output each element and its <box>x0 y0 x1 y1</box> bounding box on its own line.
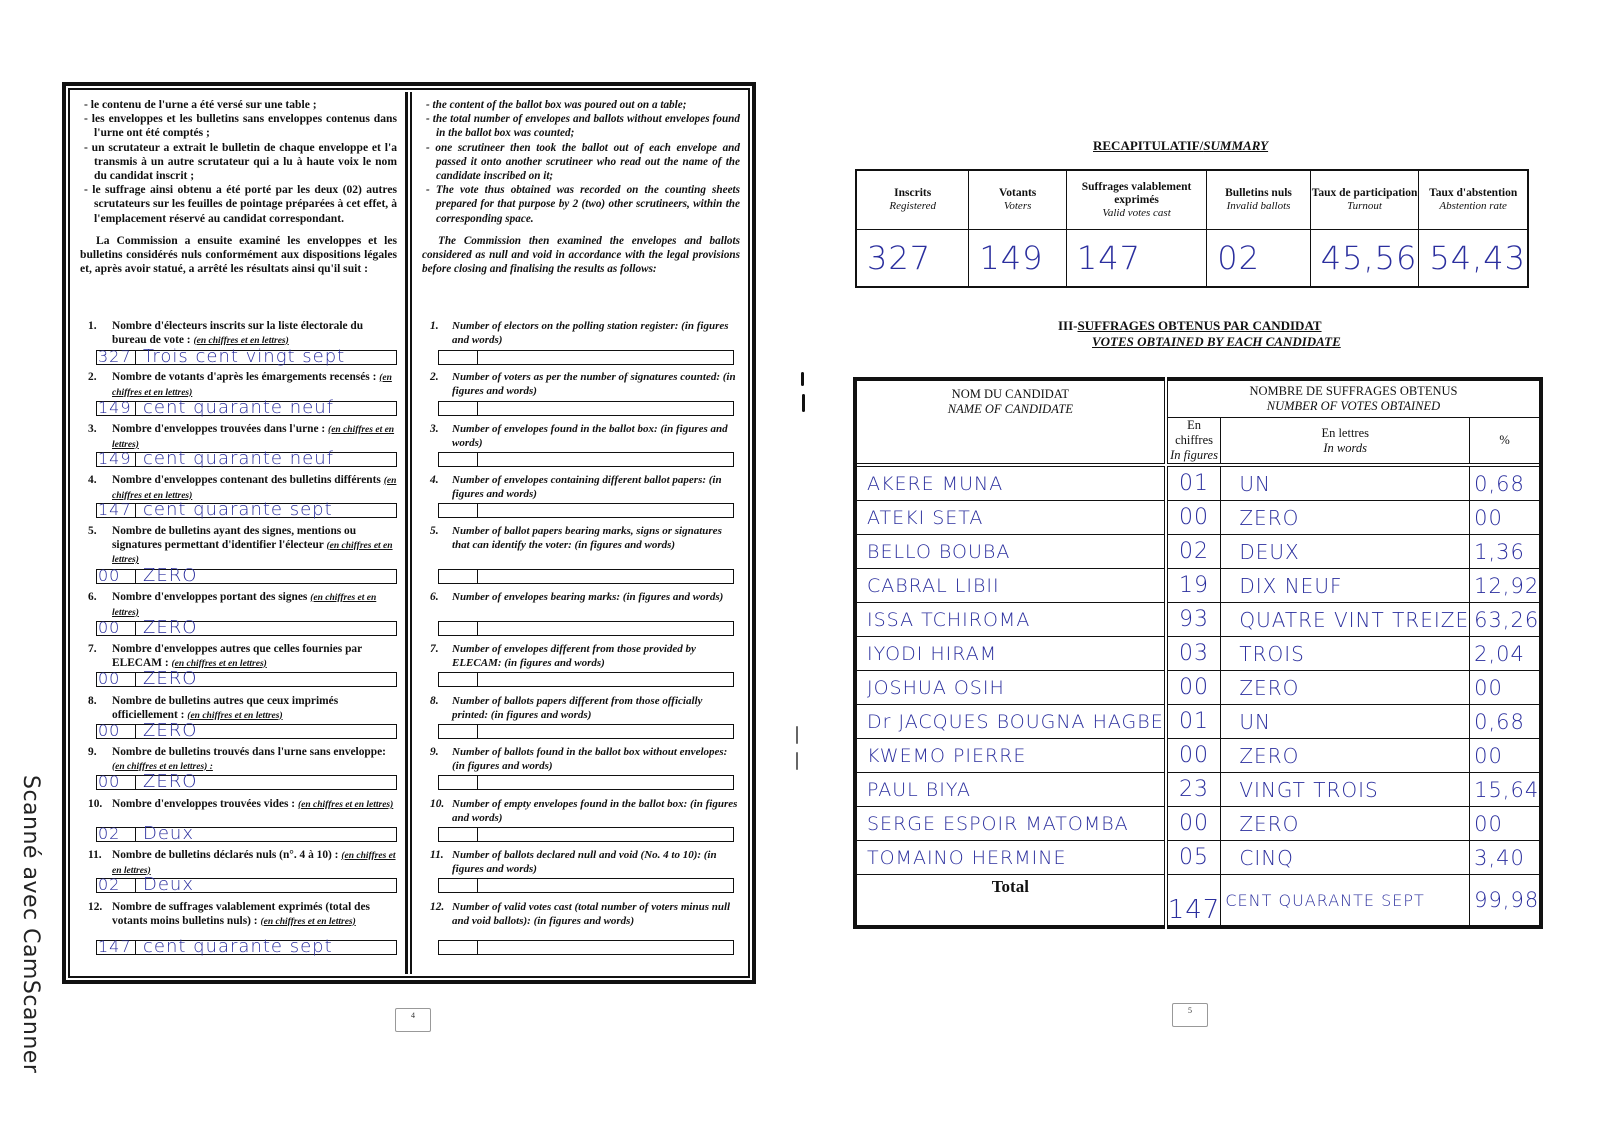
empty-answer-field <box>438 878 734 893</box>
candidate-row <box>855 773 1541 807</box>
empty-answer-field <box>438 401 734 416</box>
page-number-right: 5 <box>1172 1003 1208 1027</box>
french-bullet: - le suffrage ainsi obtenu a été porté par les deux (02) autres scrutateurs sur les feuilles de pointage préparées à cet effet, à l'emplacement réservé au candidat correspondant. <box>84 183 397 225</box>
total-words: CENT QUARANTE SEPT <box>1221 875 1470 928</box>
candidate-percent: 3,40 <box>1470 841 1542 875</box>
votes-title-fr: SUFFRAGES OBTENUS PAR CANDIDAT <box>1077 318 1322 333</box>
candidate-name: KWEMO PIERRE <box>855 739 1166 773</box>
french-item <box>72 320 405 348</box>
item-label: Nombre d'enveloppes portant des signes (en chiffres et en lettres) <box>112 591 377 618</box>
candidate-name: TOMAINO HERMINE <box>855 841 1166 875</box>
english-item <box>412 746 748 773</box>
candidate-votes-figure: 02 <box>1166 535 1221 569</box>
item-label: Nombre d'enveloppes trouvées dans l'urne : (en chiffres et en lettres) <box>112 423 395 450</box>
french-bullet: - le contenu de l'urne a été versé sur une table ; <box>84 98 317 111</box>
candidate-percent: 15,64 <box>1470 773 1542 807</box>
invalid-ballots-value: 02 <box>1207 230 1311 288</box>
candidate-votes-words: UN <box>1221 705 1470 739</box>
item-label: Number of valid votes cast (total number of voters minus null and void ballots): (in figures and words) <box>452 901 731 927</box>
answer-figure: 00 <box>98 772 121 791</box>
summary-header-row <box>856 170 1528 230</box>
item-label: Nombre d'enveloppes trouvées vides : (en chiffres et en lettres) <box>112 798 394 810</box>
empty-answer-field <box>438 672 734 687</box>
candidate-percent: 12,92 <box>1470 569 1542 603</box>
english-bullet: - The vote thus obtained was recorded on the counting sheets prepared for that purpose by 2 (two) other scrutineers, within the corresponding space. <box>426 184 740 225</box>
candidate-votes-figure: 03 <box>1166 637 1221 671</box>
french-bullet: - un scrutateur a extrait le bulletin de chaque enveloppe et l'a transmis à un autre scrutateur qui a lu à haute voix le nom du candidat inscrit ; <box>84 140 397 183</box>
candidate-row <box>855 637 1541 671</box>
answer-figure: 00 <box>98 618 121 637</box>
english-intro <box>422 98 740 276</box>
english-paragraph: The Commission then examined the envelopes and ballots considered as null and void in accordance with the legal provisions before closing and finalising the results as follows: <box>422 234 740 276</box>
candidate-name: IYODI HIRAM <box>855 637 1166 671</box>
empty-answer-field <box>438 503 734 518</box>
empty-answer-field <box>438 452 734 467</box>
candidate-votes-words: UN <box>1221 467 1470 501</box>
english-item <box>412 320 748 347</box>
item-label: Nombre d'enveloppes autres que celles fournies par ELECAM : (en chiffres et en lettres) <box>112 643 362 669</box>
french-item <box>72 849 405 878</box>
candidate-row <box>855 603 1541 637</box>
summary-header-cell: Bulletins nuls Invalid ballots <box>1207 170 1311 230</box>
summary-title <box>1093 138 1268 154</box>
candidate-row <box>855 841 1541 875</box>
answer-field <box>96 936 397 957</box>
item-number: 11. <box>88 849 102 861</box>
answer-field <box>96 565 397 586</box>
item-label: Number of voters as per the number of signatures counted: (in figures and words) <box>452 371 736 397</box>
english-item <box>412 798 748 825</box>
english-item <box>412 371 748 398</box>
french-bullet: - les enveloppes et les bulletins sans enveloppes contenus dans l'urne ont été comptés ; <box>84 112 397 140</box>
votes-section-title <box>1058 318 1341 350</box>
french-item <box>72 798 405 813</box>
votes-header-row <box>855 379 1541 418</box>
votes-title-en: VOTES OBTAINED BY EACH CANDIDATE <box>1092 334 1341 349</box>
item-label: Nombre de bulletins autres que ceux imprimés officiellement : (en chiffres et en lettres) <box>112 695 339 721</box>
answer-field <box>96 617 397 638</box>
voters-value: 149 <box>969 230 1066 288</box>
candidate-name: ISSA TCHIROMA <box>855 603 1166 637</box>
candidate-percent: 63,26 <box>1470 603 1542 637</box>
empty-answer-field <box>438 827 734 842</box>
candidate-row <box>855 739 1541 773</box>
candidate-votes-words: TROIS <box>1221 637 1470 671</box>
summary-header-cell: Taux de participation Turnout <box>1310 170 1419 230</box>
candidate-votes-words: DIX NEUF <box>1221 569 1470 603</box>
candidate-percent: 00 <box>1470 501 1542 535</box>
english-item <box>412 901 748 928</box>
scan-mark <box>801 372 804 386</box>
answer-figure: 00 <box>98 566 121 585</box>
item-number: 10. <box>430 798 445 810</box>
total-percent: 99,98 <box>1470 875 1542 928</box>
french-item <box>72 525 405 568</box>
candidate-name: PAUL BIYA <box>855 773 1166 807</box>
valid-votes-value: 147 <box>1066 230 1206 288</box>
english-item <box>412 643 748 670</box>
candidate-percent: 2,04 <box>1470 637 1542 671</box>
answer-field <box>96 720 397 741</box>
answer-figure: 149 <box>98 398 132 417</box>
candidate-name-header: NOM DU CANDIDAT NAME OF CANDIDATE <box>855 379 1166 464</box>
candidate-name: AKERE MUNA <box>855 467 1166 501</box>
english-bullet: - one scrutineer then took the ballot out of each envelope and passed it onto another scrutineer who read out the name of the candidate inscribed on it; <box>426 141 740 183</box>
candidate-votes-figure: 00 <box>1166 807 1221 841</box>
item-number: 9. <box>430 746 439 758</box>
candidate-row <box>855 569 1541 603</box>
item-label: Number of electors on the polling station register: (in figures and words) <box>452 320 729 346</box>
item-number: 4. <box>430 474 439 486</box>
candidate-row <box>855 501 1541 535</box>
english-item <box>412 849 748 876</box>
item-number: 5. <box>88 525 97 537</box>
item-label: Nombre de suffrages valablement exprimés (total des votants moins bulletins nuls) : (en chiffres et en lettres) <box>112 901 370 927</box>
candidate-name: BELLO BOUBA <box>855 535 1166 569</box>
candidate-votes-table <box>853 377 1543 929</box>
answer-words: cent quarante sept <box>143 936 333 957</box>
scan-mark <box>802 394 805 412</box>
empty-answer-field <box>438 940 734 955</box>
candidate-votes-figure: 23 <box>1166 773 1221 807</box>
answer-words: cent quarante neuf <box>143 397 334 418</box>
candidate-votes-words: CINQ <box>1221 841 1470 875</box>
turnout-value: 45,56 <box>1310 230 1419 288</box>
item-number: 1. <box>88 320 97 332</box>
candidate-name: ATEKI SETA <box>855 501 1166 535</box>
answer-figure: 147 <box>98 500 132 519</box>
item-label: Number of envelopes found in the ballot box: (in figures and words) <box>452 423 728 449</box>
candidate-votes-words: ZERO <box>1221 501 1470 535</box>
empty-answer-field <box>438 350 734 365</box>
candidate-votes-figure: 00 <box>1166 501 1221 535</box>
item-number: 6. <box>88 591 97 603</box>
answer-words: cent quarante neuf <box>143 448 334 469</box>
empty-answer-field <box>438 621 734 636</box>
answer-field <box>96 397 397 418</box>
answer-words: Deux <box>143 823 194 844</box>
abstention-value: 54,43 <box>1419 230 1528 288</box>
summary-header-cell: Suffrages valablement exprimés Valid votes cast <box>1066 170 1206 230</box>
french-item <box>72 591 405 620</box>
answer-field <box>96 823 397 844</box>
total-label: Total <box>855 875 1166 928</box>
item-number: 1. <box>430 320 439 332</box>
votes-obtained-header: NOMBRE DE SUFFRAGES OBTENUS NUMBER OF VOTES OBTAINED <box>1166 379 1541 418</box>
answer-words: ZERO <box>143 617 198 638</box>
item-label: Number of empty envelopes found in the ballot box: (in figures and words) <box>452 798 738 824</box>
item-label: Number of ballots papers different from those officially printed: (in figures and words) <box>452 695 703 721</box>
candidate-name: JOSHUA OSIH <box>855 671 1166 705</box>
registered-value: 327 <box>856 230 969 288</box>
section-number: III- <box>1058 318 1078 333</box>
item-number: 5. <box>430 525 439 537</box>
candidate-row <box>855 467 1541 501</box>
summary-title-fr: RECAPITULATIF/ <box>1093 138 1204 153</box>
item-number: 2. <box>430 371 439 383</box>
answer-words: ZERO <box>143 565 198 586</box>
answer-field <box>96 874 397 895</box>
empty-answer-field <box>438 569 734 584</box>
candidate-name: CABRAL LIBII <box>855 569 1166 603</box>
item-label: Nombre d'enveloppes contenant des bulletins différents (en chiffres et en lettres) <box>112 474 397 501</box>
item-number: 12. <box>88 901 103 913</box>
candidate-votes-words: VINGT TROIS <box>1221 773 1470 807</box>
item-number: 3. <box>88 423 97 435</box>
item-label: Nombre de votants d'après les émargements recensés : (en chiffres et en lettres) <box>112 371 392 398</box>
candidate-percent: 00 <box>1470 807 1542 841</box>
empty-answer-field <box>438 775 734 790</box>
english-item <box>412 474 748 501</box>
candidate-votes-words: QUATRE VINT TREIZE <box>1221 603 1470 637</box>
camscanner-watermark: Scanné avec CamScanner <box>18 775 43 1074</box>
candidate-votes-figure: 05 <box>1166 841 1221 875</box>
candidate-votes-words: ZERO <box>1221 739 1470 773</box>
item-number: 6. <box>430 591 439 603</box>
item-label: Nombre de bulletins déclarés nuls (n°. 4 à 10) : (en chiffres et en lettres) <box>112 849 396 876</box>
candidate-row <box>855 671 1541 705</box>
item-number: 9. <box>88 746 97 758</box>
summary-header-cell: Taux d'abstention Abstention rate <box>1419 170 1528 230</box>
item-number: 11. <box>430 849 444 861</box>
item-number: 7. <box>430 643 439 655</box>
french-item <box>72 901 405 929</box>
answer-words: Deux <box>143 874 194 895</box>
answer-figure: 00 <box>98 721 121 740</box>
total-figure: 147 <box>1166 875 1221 928</box>
item-number: 4. <box>88 474 97 486</box>
french-intro <box>80 98 397 276</box>
candidate-votes-figure: 01 <box>1166 467 1221 501</box>
english-item <box>412 423 748 450</box>
summary-header-cell: Votants Voters <box>969 170 1066 230</box>
empty-answer-field <box>438 724 734 739</box>
answer-field <box>96 346 397 367</box>
candidate-votes-figure: 19 <box>1166 569 1221 603</box>
candidate-row <box>855 705 1541 739</box>
item-label: Number of ballots declared null and void (No. 4 to 10): (in figures and words) <box>452 849 717 875</box>
answer-figure: 00 <box>98 669 121 688</box>
item-number: 12. <box>430 901 445 913</box>
item-label: Number of ballots found in the ballot box without envelopes: (in figures and words) <box>452 746 728 772</box>
item-number: 2. <box>88 371 97 383</box>
summary-header-cell: Inscrits Registered <box>856 170 969 230</box>
english-item <box>412 695 748 722</box>
candidate-votes-figure: 93 <box>1166 603 1221 637</box>
percent-header: % <box>1470 418 1542 464</box>
candidate-percent: 0,68 <box>1470 467 1542 501</box>
item-label: Nombre de bulletins ayant des signes, mentions ou signatures permettant d'identifier l'électeur (en chiffres et en lettres) <box>112 525 393 565</box>
answer-figure: 149 <box>98 449 132 468</box>
candidate-votes-figure: 00 <box>1166 739 1221 773</box>
answer-figure: 327 <box>98 347 132 366</box>
answer-figure: 02 <box>98 875 121 894</box>
item-label: Number of envelopes different from those provided by ELECAM: (in figures and words) <box>452 643 696 669</box>
answer-words: ZERO <box>143 720 198 741</box>
candidate-percent: 1,36 <box>1470 535 1542 569</box>
candidate-votes-words: ZERO <box>1221 671 1470 705</box>
french-item <box>72 371 405 400</box>
answer-field <box>96 771 397 792</box>
english-bullet: - the total number of envelopes and ballots without envelopes found in the ballot box was counted; <box>426 113 740 140</box>
candidate-votes-words: DEUX <box>1221 535 1470 569</box>
candidate-percent: 00 <box>1470 739 1542 773</box>
summary-title-en: SUMMARY <box>1203 138 1269 153</box>
french-item <box>72 746 405 774</box>
answer-figure: 02 <box>98 824 121 843</box>
figures-header: En chiffres In figures <box>1166 418 1221 464</box>
answer-words: ZERO <box>143 668 198 689</box>
answer-words: Trois cent vingt sept <box>143 346 346 367</box>
summary-values-row <box>856 230 1528 288</box>
english-item <box>412 591 748 605</box>
item-number: 3. <box>430 423 439 435</box>
item-label: Nombre de bulletins trouvés dans l'urne sans enveloppe: (en chiffres et en lettres) : <box>112 746 386 772</box>
item-number: 8. <box>88 695 97 707</box>
answer-words: ZERO <box>143 771 198 792</box>
summary-table <box>855 169 1529 288</box>
french-item <box>72 695 405 723</box>
candidate-votes-figure: 00 <box>1166 671 1221 705</box>
french-item <box>72 643 405 671</box>
french-column <box>72 92 408 974</box>
item-number: 7. <box>88 643 97 655</box>
candidate-name: Dr JACQUES BOUGNA HAGBE <box>855 705 1166 739</box>
item-label: Number of envelopes containing different ballot papers: (in figures and words) <box>452 474 722 500</box>
item-number: 10. <box>88 798 103 810</box>
item-number: 8. <box>430 695 439 707</box>
scan-mark <box>796 726 798 744</box>
answer-field <box>96 668 397 689</box>
candidate-name: SERGE ESPOIR MATOMBA <box>855 807 1166 841</box>
english-bullet: - the content of the ballot box was poured out on a table; <box>426 99 687 111</box>
answer-field <box>96 448 397 469</box>
candidate-row <box>855 535 1541 569</box>
answer-figure: 147 <box>98 937 132 956</box>
answer-words: cent quarante sept <box>143 499 333 520</box>
item-label: Nombre d'électeurs inscrits sur la liste électorale du bureau de vote : (en chiffres et en lettres) <box>112 320 364 346</box>
candidate-row <box>855 807 1541 841</box>
english-item <box>412 525 748 552</box>
total-row <box>855 875 1541 928</box>
candidate-votes-words: ZERO <box>1221 807 1470 841</box>
candidate-percent: 00 <box>1470 671 1542 705</box>
left-page-frame <box>62 82 756 984</box>
item-label: Number of ballot papers bearing marks, signs or signatures that can identify the voter: (in figures and words) <box>452 525 722 551</box>
candidate-votes-figure: 01 <box>1166 705 1221 739</box>
words-header: En lettres In words <box>1221 418 1470 464</box>
page-number-left: 4 <box>395 1008 431 1032</box>
scan-mark <box>796 752 798 770</box>
french-paragraph: La Commission a ensuite examiné les enveloppes et les bulletins considérés nuls conformément aux dispositions légales et, après avoir statué, a arrêté les résultats ainsi qu'il suit : <box>80 233 397 276</box>
candidate-percent: 0,68 <box>1470 705 1542 739</box>
item-label: Number of envelopes bearing marks: (in figures and words) <box>452 591 724 603</box>
answer-field <box>96 499 397 520</box>
english-column <box>410 92 748 974</box>
